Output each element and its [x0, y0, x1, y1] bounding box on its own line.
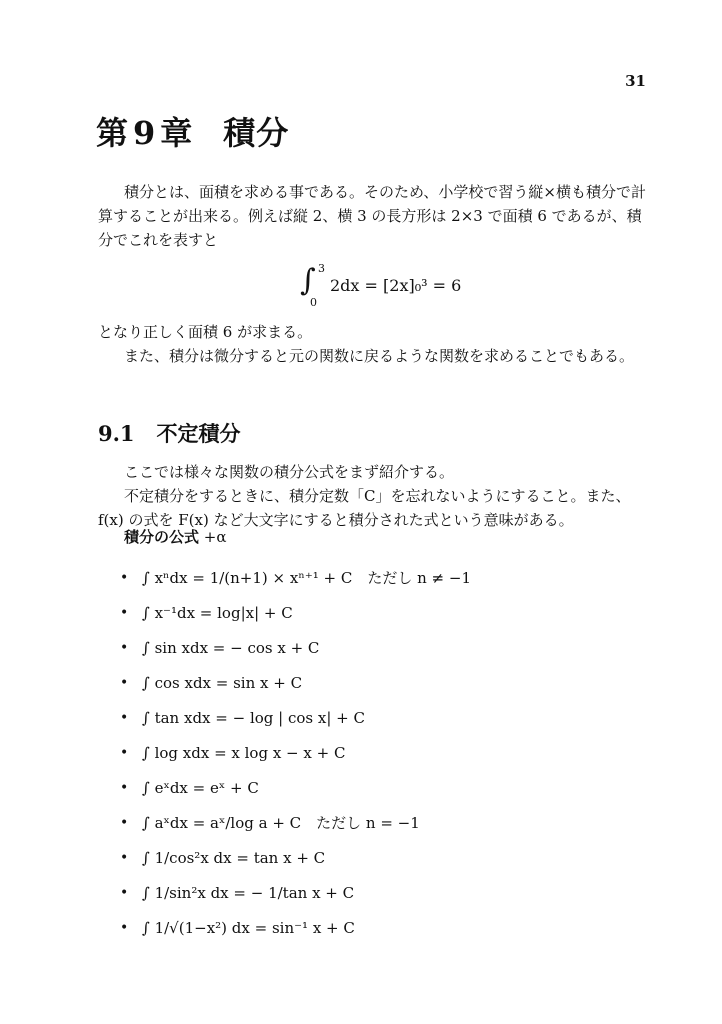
formula-item	[120, 700, 471, 735]
bullet-icon: •	[120, 744, 129, 761]
formula-heading	[124, 526, 227, 547]
bullet-icon: •	[120, 884, 129, 901]
page-number: 31	[625, 72, 646, 90]
formula-list	[120, 560, 471, 945]
formula-text: ∫ log xdx = x log x − x + C	[142, 743, 346, 762]
formula-text: ∫ xⁿdx = 1/(n+1) × xⁿ⁺¹ + C ただし n ≠ −1	[142, 569, 471, 587]
bullet-icon: •	[120, 674, 129, 691]
section-paragraph-2: 不定積分をするときに、積分定数「C」を忘れないようにすること。また、f(x) の式を F(x) など大文字にすると積分された式という意味がある。	[98, 487, 631, 529]
formula-text: ∫ eˣdx = eˣ + C	[142, 778, 259, 797]
bullet-icon: •	[120, 569, 129, 586]
formula-heading-label: 積分の公式	[124, 528, 200, 546]
chapter-suffix: 章	[160, 114, 194, 152]
chapter-title	[96, 108, 289, 154]
intro-paragraph-1: 積分とは、面積を求める事である。そのため、小学校で習う縦×横も積分で計算することが出来る。例えば縦 2、横 3 の長方形は 2×3 で面積 6 であるが、積分でこれを表すと	[98, 183, 646, 249]
section-paragraph-1: ここでは様々な関数の積分公式をまず紹介する。	[124, 463, 455, 481]
formula-item	[120, 665, 471, 700]
formula-text: ∫ 1/√(1−x²) dx = sin⁻¹ x + C	[142, 918, 355, 937]
formula-item	[120, 595, 471, 630]
section-title: 不定積分	[156, 422, 241, 446]
integral-upper-limit: 3	[318, 262, 325, 275]
formula-item	[120, 875, 471, 910]
integral-lower-limit: 0	[310, 296, 317, 309]
section-number: 9.1	[98, 421, 135, 446]
formula-item	[120, 805, 471, 840]
intro-paragraph-3: また、積分は微分すると元の関数に戻るような関数を求めることでもある。	[124, 347, 635, 365]
bullet-icon: •	[120, 919, 129, 936]
chapter-name: 積分	[223, 114, 290, 152]
formula-item	[120, 560, 471, 595]
section-heading	[98, 418, 241, 448]
formula-item	[120, 910, 471, 945]
bullet-icon: •	[120, 639, 129, 656]
formula-item	[120, 630, 471, 665]
formula-text: ∫ cos xdx = sin x + C	[142, 673, 303, 692]
chapter-prefix: 第	[96, 114, 130, 152]
formula-item	[120, 770, 471, 805]
integral-body: 2dx = [2x]₀³ = 6	[330, 276, 462, 295]
bullet-icon: •	[120, 814, 129, 831]
bullet-icon: •	[120, 779, 129, 796]
bullet-icon: •	[120, 849, 129, 866]
formula-text: ∫ 1/cos²x dx = tan x + C	[142, 848, 326, 867]
bullet-icon: •	[120, 709, 129, 726]
chapter-number: 9	[133, 114, 157, 152]
formula-text: ∫ aˣdx = aˣ/log a + C ただし n = −1	[142, 814, 420, 832]
formula-text: ∫ x⁻¹dx = log|x| + C	[142, 603, 293, 622]
formula-text: ∫ 1/sin²x dx = − 1/tan x + C	[142, 883, 355, 902]
area-integral-equation	[300, 262, 500, 312]
intro-paragraph-2: となり正しく面積 6 が求まる。	[98, 323, 313, 341]
formula-heading-suffix: +α	[203, 528, 227, 546]
formula-text: ∫ sin xdx = − cos x + C	[142, 638, 320, 657]
bullet-icon: •	[120, 604, 129, 621]
formula-item	[120, 840, 471, 875]
formula-text: ∫ tan xdx = − log | cos x| + C	[142, 708, 365, 727]
integral-sign: ∫	[300, 263, 316, 298]
formula-item	[120, 735, 471, 770]
